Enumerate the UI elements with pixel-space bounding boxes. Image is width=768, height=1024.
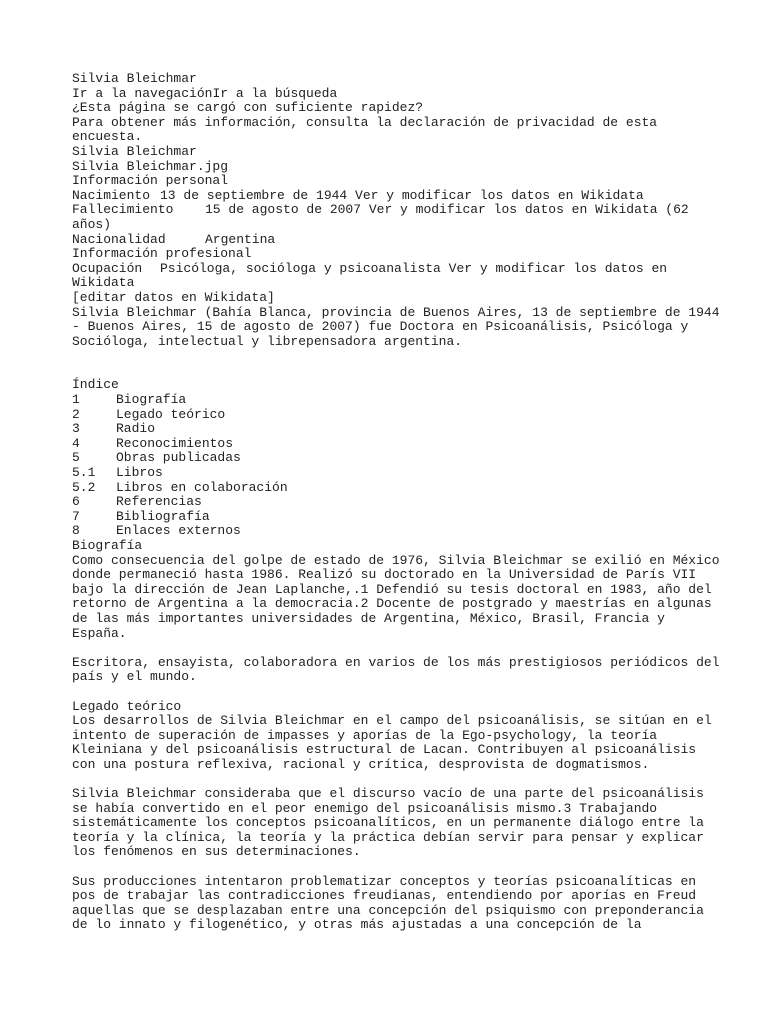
- legado-paragraph: [72, 714, 712, 772]
- toc-item[interactable]: [72, 408, 712, 423]
- occupation-value: Psicóloga, socióloga y psicoanalista: [160, 260, 441, 276]
- death-age-continuation: años): [72, 216, 112, 232]
- toc-item-label[interactable]: Legado teórico: [116, 406, 226, 422]
- toc-item-number: 6: [72, 494, 80, 510]
- toc-item[interactable]: [72, 495, 712, 510]
- paragraph-line: intento de superación de impasses y aporías de la Ego-psychology, la teoría: [72, 727, 658, 743]
- table-of-contents: [72, 393, 712, 539]
- survey-info-line: encuesta.: [72, 129, 143, 145]
- paragraph-line: de las más importantes universidades de Argentina, México, Brasil, Francia y: [72, 610, 665, 626]
- toc-item[interactable]: [72, 437, 712, 452]
- death-edit-link[interactable]: Ver y modificar los datos en Wikidata (62: [368, 202, 689, 218]
- paragraph-line: Silvia Bleichmar consideraba que el discurso vacío de una parte del psicoanálisis: [72, 786, 704, 802]
- paragraph-line: donde permaneció hasta 1986. Realizó su doctorado en la Universidad de París VII: [72, 567, 697, 583]
- infobox-occupation-row: [72, 262, 712, 277]
- infobox-death-row: [72, 203, 712, 218]
- toc-item-label[interactable]: Obras publicadas: [116, 450, 241, 466]
- occupation-edit-link[interactable]: Ver y modificar los datos en: [448, 260, 668, 276]
- skip-to-navigation-link[interactable]: Ir a la navegación: [72, 85, 213, 101]
- spacer: [72, 860, 712, 875]
- toc-item-label[interactable]: Libros en colaboración: [116, 479, 288, 495]
- toc-item-number: 5: [72, 450, 80, 466]
- toc-item-number: 7: [72, 508, 80, 524]
- nationality-label: Nacionalidad: [72, 231, 166, 247]
- paragraph-line: Los desarrollos de Silvia Bleichmar en el campo del psicoanálisis, se sitúan en el: [72, 713, 712, 729]
- occupation-label: Ocupación: [72, 260, 143, 276]
- toc-item-number: 3: [72, 421, 80, 437]
- toc-item-number: 8: [72, 523, 80, 539]
- paragraph-line: se había convertido en el peor enemigo del psicoanálisis mismo.3 Trabajando: [72, 800, 658, 816]
- toc-item[interactable]: [72, 524, 712, 539]
- spacer: [72, 641, 712, 656]
- toc-item-label[interactable]: Libros: [116, 465, 163, 481]
- paragraph-line: Como consecuencia del golpe de estado de 1976, Silvia Bleichmar se exilió en México: [72, 552, 720, 568]
- infobox-section-professional: Información profesional: [72, 246, 252, 262]
- spacer: [72, 685, 712, 700]
- skip-links: [72, 87, 712, 102]
- paragraph-line: Escritora, ensayista, colaboradora en varios de los más prestigiosos periódicos del: [72, 654, 720, 670]
- death-value: 15 de agosto de 2007: [205, 202, 362, 218]
- legado-paragraph: [72, 787, 712, 860]
- toc-item[interactable]: [72, 422, 712, 437]
- paragraph-line: país y el mundo.: [72, 669, 197, 685]
- paragraph-line: España.: [72, 625, 127, 641]
- biografia-paragraph: [72, 654, 720, 685]
- spacer: [72, 349, 712, 378]
- paragraph-line: Sus producciones intentaron problematizar conceptos y teorías psicoanalíticas en: [72, 873, 697, 889]
- infobox-name: Silvia Bleichmar: [72, 143, 197, 159]
- paragraph-line: bajo la dirección de Jean Laplanche,.1 Defendió su tesis doctoral en 1983, año del: [72, 581, 712, 597]
- toc-item-label[interactable]: Radio: [116, 421, 156, 437]
- toc-item-number: 5.1: [72, 465, 96, 481]
- biografia-paragraph: [72, 552, 720, 642]
- toc-item-number: 1: [72, 392, 80, 408]
- infobox-section-personal: Información personal: [72, 173, 229, 189]
- paragraph-line: de lo innato y filogenético, y otras más ajustadas a una concepción de la: [72, 917, 642, 933]
- intro-line: Silvia Bleichmar (Bahía Blanca, provincia de Buenos Aires, 13 de septiembre de 1944: [72, 304, 720, 320]
- toc-item[interactable]: [72, 451, 712, 466]
- death-label: Fallecimiento: [72, 202, 174, 218]
- survey-question: ¿Esta página se cargó con suficiente rapidez?: [72, 100, 424, 116]
- intro-line: - Buenos Aires, 15 de agosto de 2007) fue Doctora en Psicoanálisis, Psicóloga y: [72, 319, 689, 335]
- occupation-edit-continuation[interactable]: Wikidata: [72, 275, 135, 291]
- toc-item[interactable]: [72, 481, 712, 496]
- toc-item-number: 5.2: [72, 479, 96, 495]
- toc-item-label[interactable]: Referencias: [116, 494, 202, 510]
- spacer: [72, 773, 712, 788]
- toc-item[interactable]: [72, 466, 712, 481]
- infobox-birth-row: [72, 189, 712, 204]
- paragraph-line: pos de trabajar las contradicciones freudianas, entendiendo por aporías en Freud: [72, 888, 697, 904]
- toc-item-number: 4: [72, 435, 80, 451]
- infobox-image-caption[interactable]: Silvia Bleichmar.jpg: [72, 158, 229, 174]
- toc-item[interactable]: [72, 510, 712, 525]
- document-page: [72, 71, 720, 933]
- toc-item-label[interactable]: Biografía: [116, 392, 187, 408]
- toc-title: Índice: [72, 377, 119, 393]
- paragraph-line: sistemáticamente los conceptos psicoanalíticos, en un permanente diálogo entre la: [72, 815, 704, 831]
- birth-edit-link[interactable]: Ver y modificar los datos en Wikidata: [355, 187, 644, 203]
- toc-item-label[interactable]: Bibliografía: [116, 508, 210, 524]
- section-heading-biografia: Biografía: [72, 538, 143, 553]
- nationality-value: Argentina: [205, 231, 276, 247]
- intro-line: Socióloga, intelectual y librepensadora argentina.: [72, 333, 463, 349]
- section-heading-legado: Legado teórico: [72, 698, 182, 714]
- infobox-nationality-row: [72, 233, 712, 248]
- paragraph-line: aquellas que se desplazaban entre una concepción del psiquismo con preponderancia: [72, 902, 704, 918]
- page-title: Silvia Bleichmar: [72, 71, 197, 86]
- toc-item-label[interactable]: Reconocimientos: [116, 435, 234, 451]
- edit-wikidata-link[interactable]: [editar datos en Wikidata]: [72, 289, 275, 305]
- skip-to-search-link[interactable]: Ir a la búsqueda: [212, 85, 338, 101]
- birth-label: Nacimiento: [72, 187, 151, 203]
- toc-item-label[interactable]: Enlaces externos: [116, 523, 241, 539]
- toc-item-number: 2: [72, 406, 80, 422]
- paragraph-line: retorno de Argentina a la democracia.2 Docente de postgrado y maestrías en algunas: [72, 596, 712, 612]
- paragraph-line: con una postura reflexiva, racional y crítica, desprovista de dogmatismos.: [72, 756, 650, 772]
- paragraph-line: Kleiniana y del psicoanálisis estructural de Lacan. Contribuyen al psicoanálisis: [72, 742, 697, 758]
- toc-item[interactable]: [72, 393, 712, 408]
- paragraph-line: los fenómenos en sus determinaciones.: [72, 844, 361, 860]
- legado-paragraph: [72, 875, 712, 933]
- paragraph-line: teoría y la clínica, la teoría y la práctica debían servir para pensar y explicar: [72, 829, 704, 845]
- survey-info-line: Para obtener más información, consulta la declaración de privacidad de esta: [72, 114, 658, 130]
- birth-value: 13 de septiembre de 1944: [160, 187, 348, 203]
